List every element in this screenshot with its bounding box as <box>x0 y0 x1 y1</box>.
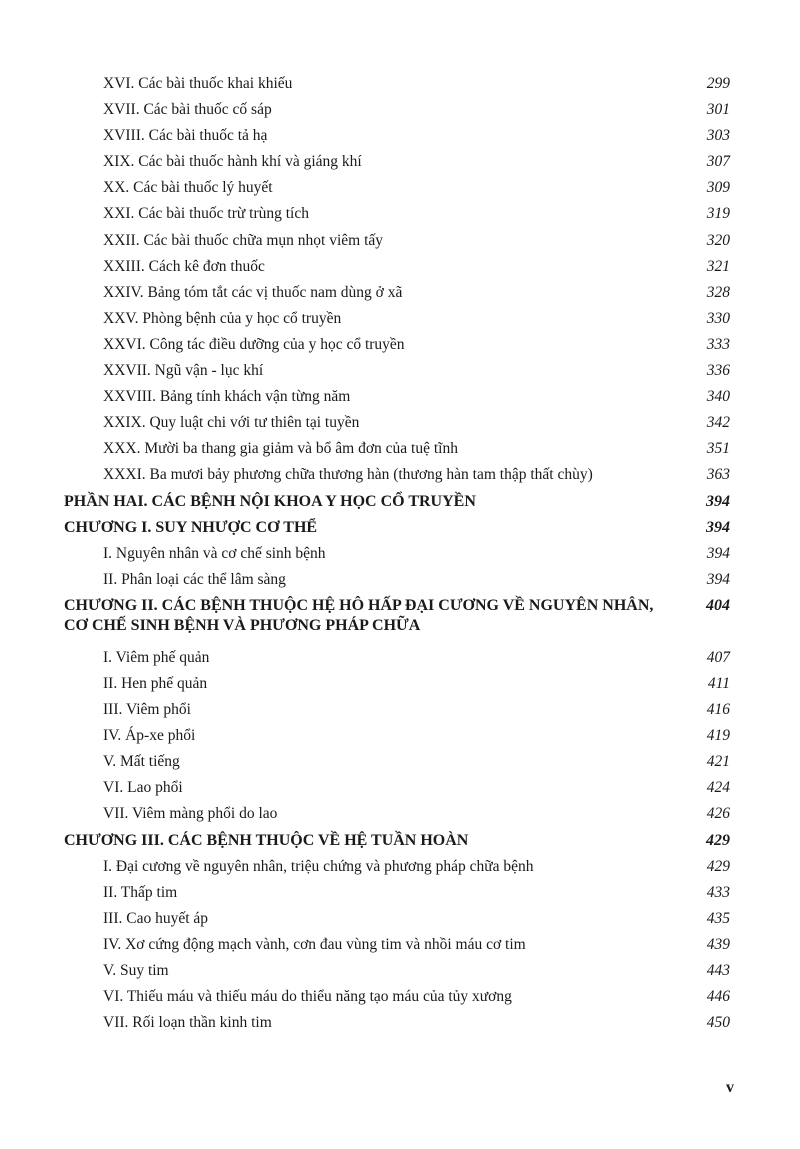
toc-entry <box>64 723 730 749</box>
toc-entry <box>64 358 730 384</box>
toc-entry-page: 446 <box>706 988 730 1006</box>
toc-entry-title: XXI. Các bài thuốc trừ trùng tích <box>103 205 309 223</box>
toc-entry-title: II. Hen phế quản <box>103 674 208 692</box>
toc-entry <box>64 880 730 906</box>
toc-entry-title: I. Đại cương về nguyên nhân, triệu chứng và phương pháp chữa bệnh <box>103 857 534 875</box>
table-of-contents <box>64 71 730 1036</box>
toc-entry-page: 429 <box>706 857 730 875</box>
toc-entry-title: XXVI. Công tác điều dưỡng của y học cổ truyền <box>103 335 405 353</box>
toc-entry-page: 303 <box>706 127 730 145</box>
toc-entry-title: XXII. Các bài thuốc chữa mụn nhọt viêm tấy <box>103 231 384 249</box>
toc-entry <box>64 932 730 958</box>
toc-entry-title: XIX. Các bài thuốc hành khí và giáng khí <box>103 153 362 171</box>
toc-entry <box>64 254 730 280</box>
toc-entry-page: 424 <box>706 779 730 797</box>
toc-entry-title: XXIII. Cách kê đơn thuốc <box>103 257 265 275</box>
toc-entry-page: 421 <box>706 753 730 771</box>
toc-chapter-heading <box>64 515 730 541</box>
toc-entry-page: 433 <box>706 883 730 901</box>
toc-entry-page: 301 <box>706 101 730 119</box>
toc-entry-title: III. Viêm phổi <box>103 701 191 719</box>
toc-entry-title: V. Mất tiếng <box>103 753 180 771</box>
toc-entry <box>64 97 730 123</box>
toc-entry-page: 429 <box>706 831 730 849</box>
toc-entry <box>64 149 730 175</box>
toc-entry-page: 404 <box>706 596 730 614</box>
toc-entry <box>64 984 730 1010</box>
toc-entry-page: 394 <box>706 518 730 536</box>
toc-entry <box>64 645 730 671</box>
toc-entry-page: 309 <box>706 179 730 197</box>
toc-entry <box>64 410 730 436</box>
toc-entry-title: VII. Rối loạn thần kinh tim <box>103 1014 272 1032</box>
toc-entry-page: 416 <box>706 701 730 719</box>
toc-entry-title: XXVIII. Bảng tính khách vận từng năm <box>103 388 351 406</box>
toc-entry <box>64 175 730 201</box>
toc-entry-title: XXVII. Ngũ vận - lục khí <box>103 362 264 380</box>
toc-entry <box>64 436 730 462</box>
toc-entry-page: 328 <box>706 283 730 301</box>
toc-entry <box>64 228 730 254</box>
toc-entry-page: 340 <box>706 388 730 406</box>
toc-entry-page: 435 <box>706 909 730 927</box>
toc-entry-page: 407 <box>706 648 730 666</box>
toc-entry-page: 443 <box>706 962 730 979</box>
toc-entry <box>64 123 730 149</box>
toc-entry <box>64 697 730 723</box>
toc-entry-title: XVI. Các bài thuốc khai khiếu <box>103 75 293 92</box>
toc-entry <box>64 854 730 880</box>
toc-entry-title: PHẦN HAI. CÁC BỆNH NỘI KHOA Y HỌC CỔ TRUYỀN <box>64 492 476 510</box>
toc-entry <box>64 1010 730 1036</box>
toc-entry-page: 321 <box>706 257 730 275</box>
toc-entry-title: I. Nguyên nhân và cơ chế sinh bệnh <box>103 544 326 562</box>
toc-entry-page: 426 <box>706 805 730 823</box>
toc-entry-page: 342 <box>706 414 730 432</box>
toc-entry-title: XXXI. Ba mươi bảy phương chữa thương hàn (thương hàn tam thập thất chùy) <box>103 466 593 484</box>
toc-entry-page: 333 <box>706 335 730 353</box>
toc-entry-title: III. Cao huyết áp <box>103 909 209 927</box>
toc-entry-title: XXIX. Quy luật chi với tư thiên tại tuyền <box>103 414 360 432</box>
toc-entry-page: 299 <box>706 75 730 92</box>
toc-entry-title: CHƯƠNG I. SUY NHƯỢC CƠ THỂ <box>64 518 318 536</box>
toc-entry-title: VI. Lao phổi <box>103 779 183 797</box>
toc-entry-title: XX. Các bài thuốc lý huyết <box>103 179 273 197</box>
toc-entry-page: 320 <box>706 231 730 249</box>
toc-entry-title: I. Viêm phế quản <box>103 648 210 666</box>
toc-entry <box>64 332 730 358</box>
toc-entry <box>64 71 730 97</box>
toc-entry-title: VII. Viêm màng phổi do lao <box>103 805 278 823</box>
toc-entry-title: II. Phân loại các thể lâm sàng <box>103 570 286 588</box>
toc-entry-title: XXV. Phòng bệnh của y học cổ truyền <box>103 309 342 327</box>
toc-entry <box>64 958 730 984</box>
toc-entry-title: CHƯƠNG III. CÁC BỆNH THUỘC VỀ HỆ TUẦN HOÀN <box>64 831 469 849</box>
toc-entry-title: XXX. Mười ba thang gia giảm và bổ âm đơn của tuệ tĩnh <box>103 440 458 458</box>
toc-entry-title: IV. Áp-xe phổi <box>103 727 196 745</box>
toc-entry-page: 394 <box>706 544 730 562</box>
toc-entry-title: XVIII. Các bài thuốc tả hạ <box>103 127 268 145</box>
toc-entry-title: XVII. Các bài thuốc cố sáp <box>103 101 272 119</box>
toc-entry-page: 330 <box>706 309 730 327</box>
toc-entry-title: CHƯƠNG II. CÁC BỆNH THUỘC HỆ HÔ HẤP ĐẠI CƯƠNG VỀ NGUYÊN NHÂN, CƠ CHẾ SINH BỆNH VÀ PHƯƠNG PHÁP CHỮA <box>64 596 654 634</box>
toc-chapter-heading <box>64 593 730 645</box>
toc-entry <box>64 749 730 775</box>
toc-entry-page: 351 <box>706 440 730 458</box>
toc-entry-title: XXIV. Bảng tóm tắt các vị thuốc nam dùng ở xã <box>103 283 403 301</box>
toc-entry <box>64 462 730 488</box>
toc-entry-page: 419 <box>706 727 730 745</box>
toc-entry <box>64 306 730 332</box>
toc-entry-page: 363 <box>706 466 730 484</box>
toc-entry <box>64 201 730 227</box>
toc-chapter-heading <box>64 828 730 854</box>
toc-entry-page: 394 <box>706 492 730 510</box>
page-number: v <box>726 1079 734 1096</box>
toc-entry-page: 336 <box>706 362 730 380</box>
toc-entry <box>64 541 730 567</box>
toc-entry-page: 307 <box>706 153 730 171</box>
toc-entry <box>64 671 730 697</box>
toc-entry-title: VI. Thiếu máu và thiếu máu do thiểu năng tạo máu của tủy xương <box>103 988 512 1006</box>
toc-entry-title: II. Thấp tim <box>103 883 178 901</box>
toc-entry <box>64 906 730 932</box>
toc-entry <box>64 384 730 410</box>
toc-entry <box>64 280 730 306</box>
toc-entry <box>64 801 730 827</box>
toc-entry-page: 411 <box>707 674 730 692</box>
toc-entry <box>64 775 730 801</box>
toc-entry-page: 394 <box>706 570 730 588</box>
toc-entry-page: 439 <box>706 935 730 953</box>
toc-entry-page: 450 <box>706 1014 730 1032</box>
toc-entry-title: IV. Xơ cứng động mạch vành, cơn đau vùng tim và nhồi máu cơ tim <box>103 935 526 953</box>
toc-chapter-heading <box>64 489 730 515</box>
toc-entry <box>64 567 730 593</box>
toc-entry-title: V. Suy tim <box>103 962 169 979</box>
toc-entry-page: 319 <box>706 205 730 223</box>
